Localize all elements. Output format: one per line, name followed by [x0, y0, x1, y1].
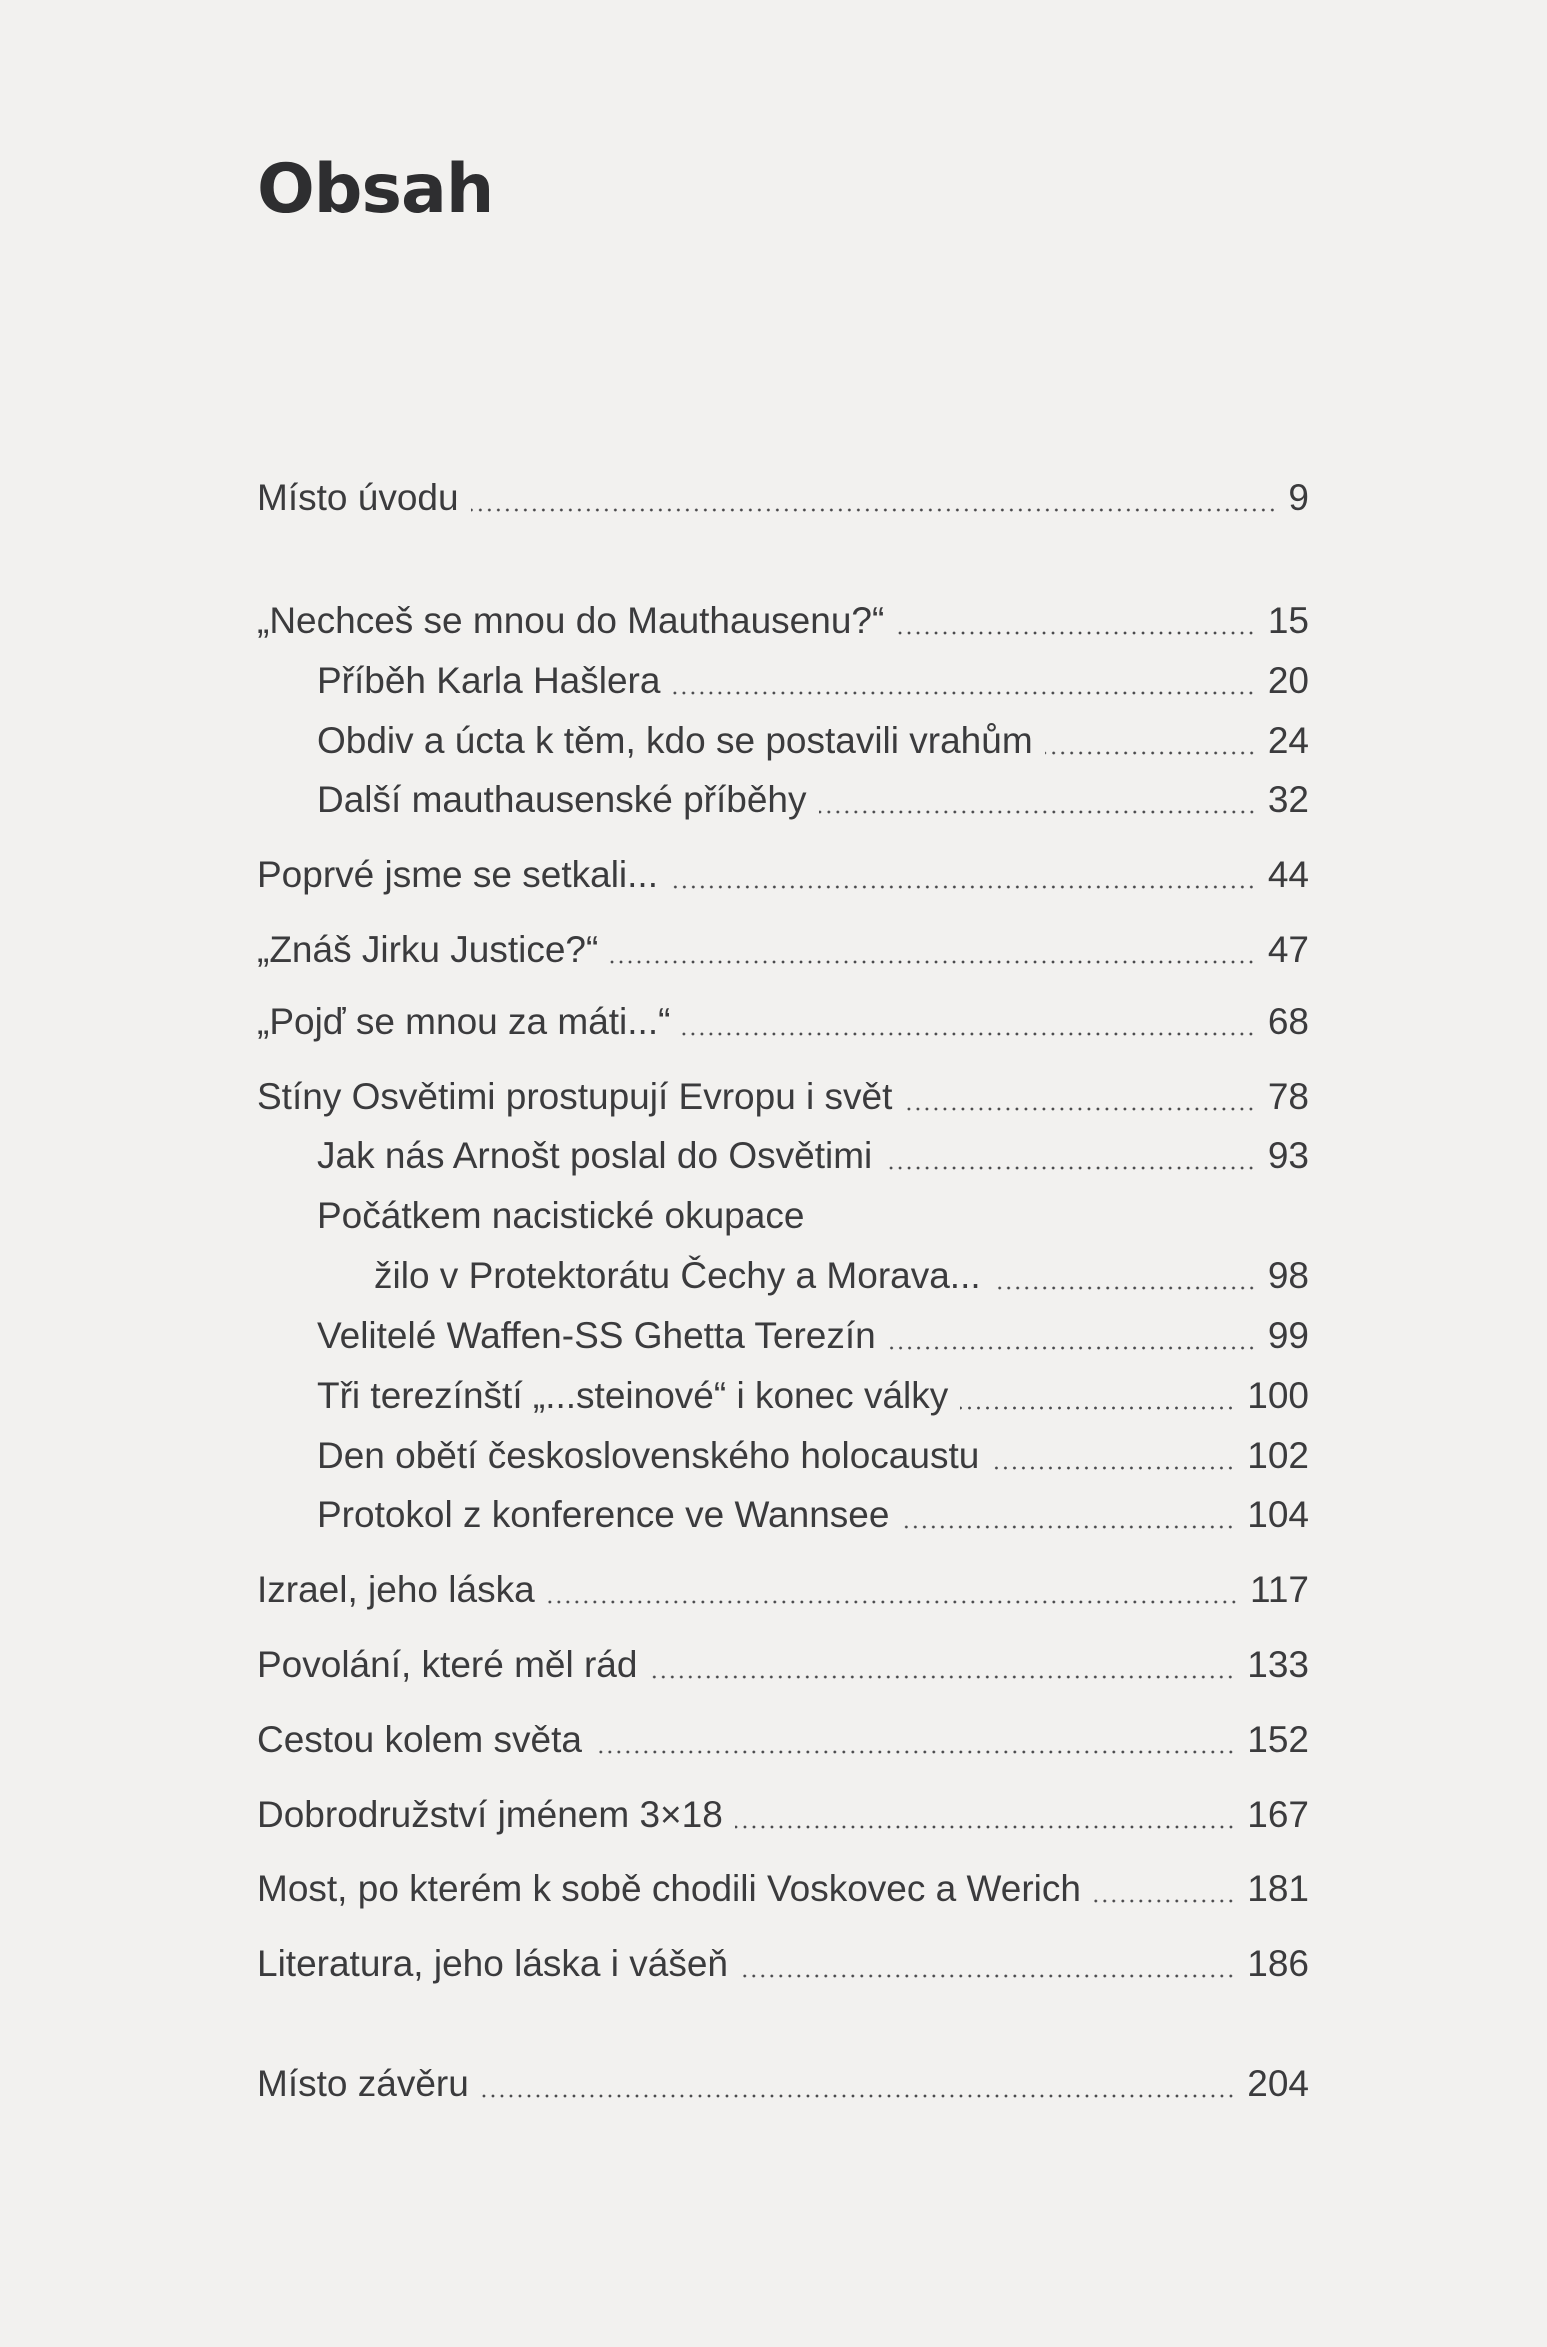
toc-entry-title: Jak nás Arnošt poslal do Osvětimi	[317, 1135, 873, 1176]
toc-subentry[interactable]	[317, 1188, 1309, 1244]
toc-entry-title: Počátkem nacistické okupace	[317, 1195, 805, 1236]
dot-leader	[610, 960, 1256, 964]
toc-entry-title: Obdiv a úcta k těm, kdo se postavili vrahům	[317, 720, 1033, 761]
toc-entry-title: Další mauthausenské příběhy	[317, 779, 807, 820]
dot-leader	[1045, 751, 1256, 755]
toc-entry-title: žilo v Protektorátu Čechy a Morava...	[374, 1255, 981, 1296]
toc-entry-page: 99	[1267, 1315, 1309, 1356]
toc-entry-page: 104	[1247, 1494, 1309, 1535]
toc-entry-title: Den obětí československého holocaustu	[317, 1435, 980, 1476]
toc-entry-title: Cestou kolem světa	[257, 1719, 582, 1760]
toc-subentry[interactable]	[317, 713, 1309, 769]
toc-entry-title: Místo závěru	[257, 2063, 469, 2104]
toc-entry-page: 93	[1267, 1135, 1309, 1176]
toc-entry-page: 186	[1247, 1943, 1309, 1984]
toc-entry-page: 167	[1247, 1794, 1309, 1835]
toc-entry[interactable]	[257, 1069, 1309, 1125]
toc-entry-page: 44	[1267, 854, 1309, 895]
toc-subentry[interactable]	[317, 1487, 1309, 1543]
toc-entry-page: 117	[1250, 1569, 1309, 1610]
toc-entry-title: Příběh Karla Hašlera	[317, 660, 661, 701]
toc-entry-page: 9	[1288, 477, 1309, 518]
toc-subentry[interactable]	[317, 1428, 1309, 1484]
toc-entry-page: 68	[1267, 1001, 1309, 1042]
dot-leader	[471, 508, 1277, 512]
toc-entry-title: Povolání, které měl rád	[257, 1644, 638, 1685]
toc-entry[interactable]	[257, 1637, 1309, 1693]
toc-entry-page: 98	[1267, 1255, 1309, 1296]
dot-leader	[735, 1825, 1235, 1829]
toc-entry[interactable]	[257, 922, 1309, 978]
toc-entry-page: 204	[1247, 2063, 1309, 2104]
dot-leader	[649, 1675, 1235, 1679]
dot-leader	[884, 1166, 1256, 1170]
dot-leader	[993, 1286, 1256, 1290]
toc-entry[interactable]	[257, 1562, 1309, 1618]
toc-entry[interactable]	[257, 1712, 1309, 1768]
dot-leader	[901, 1525, 1235, 1529]
toc-entry-title: Poprvé jsme se setkali...	[257, 854, 658, 895]
toc-entry-title: Místo úvodu	[257, 477, 459, 518]
toc-entry-title: Literatura, jeho láska i vášeň	[257, 1943, 728, 1984]
dot-leader	[904, 1107, 1255, 1111]
toc-entry[interactable]	[257, 2056, 1309, 2112]
toc-entry[interactable]	[257, 847, 1309, 903]
toc-entry-title: Stíny Osvětimi prostupují Evropu i svět	[257, 1076, 893, 1117]
page-title: Obsah	[257, 150, 494, 229]
dot-leader	[991, 1466, 1235, 1470]
toc-entry[interactable]	[257, 1936, 1309, 1992]
toc-entry-page: 78	[1267, 1076, 1309, 1117]
toc-subentry[interactable]	[317, 1368, 1309, 1424]
dot-leader	[672, 691, 1255, 695]
toc-entry-page: 47	[1267, 929, 1309, 970]
dot-leader	[819, 810, 1256, 814]
toc-entry-page: 102	[1247, 1435, 1309, 1476]
toc-entry[interactable]	[257, 1787, 1309, 1843]
toc-entry-title: Velitelé Waffen-SS Ghetta Terezín	[317, 1315, 876, 1356]
toc-entry-page: 133	[1247, 1644, 1309, 1685]
toc-entry-page: 32	[1267, 779, 1309, 820]
toc-entry-page: 181	[1247, 1868, 1309, 1909]
dot-leader	[960, 1406, 1235, 1410]
toc-entry-page: 152	[1247, 1719, 1309, 1760]
toc-entry-title: „Nechceš se mnou do Mauthausenu?“	[257, 600, 885, 641]
toc-subentry[interactable]	[317, 653, 1309, 709]
dot-leader	[1093, 1899, 1235, 1903]
toc-entry-page: 20	[1267, 660, 1309, 701]
toc-entry-title: Protokol z konference ve Wannsee	[317, 1494, 890, 1535]
dot-leader	[481, 2094, 1235, 2098]
dot-leader	[740, 1974, 1235, 1978]
toc-entry-title: Tři terezínští „...steinové“ i konec války	[317, 1375, 949, 1416]
dot-leader	[594, 1750, 1235, 1754]
dot-leader	[547, 1600, 1238, 1604]
toc-entry-title: „Pojď se mnou za máti...“	[257, 1001, 671, 1042]
toc-subentry[interactable]	[317, 1128, 1309, 1184]
toc-entry[interactable]	[257, 994, 1309, 1050]
toc-subentry-continuation[interactable]	[374, 1248, 1309, 1304]
toc-entry-title: „Znáš Jirku Justice?“	[257, 929, 599, 970]
toc-entry-page: 100	[1247, 1375, 1309, 1416]
dot-leader	[888, 1346, 1256, 1350]
toc-subentry[interactable]	[317, 1308, 1309, 1364]
dot-leader	[670, 885, 1256, 889]
toc-entry[interactable]	[257, 593, 1309, 649]
dot-leader	[896, 631, 1256, 635]
toc-entry[interactable]	[257, 470, 1309, 526]
toc-entry-title: Most, po kterém k sobě chodili Voskovec a Werich	[257, 1868, 1081, 1909]
toc-entry-title: Dobrodružství jménem 3×18	[257, 1794, 723, 1835]
toc-entry[interactable]	[257, 1861, 1309, 1917]
toc-entry-title: Izrael, jeho láska	[257, 1569, 535, 1610]
toc-subentry[interactable]	[317, 772, 1309, 828]
toc-entry-page: 24	[1267, 720, 1309, 761]
dot-leader	[682, 1032, 1255, 1036]
toc-entry-page: 15	[1267, 600, 1309, 641]
